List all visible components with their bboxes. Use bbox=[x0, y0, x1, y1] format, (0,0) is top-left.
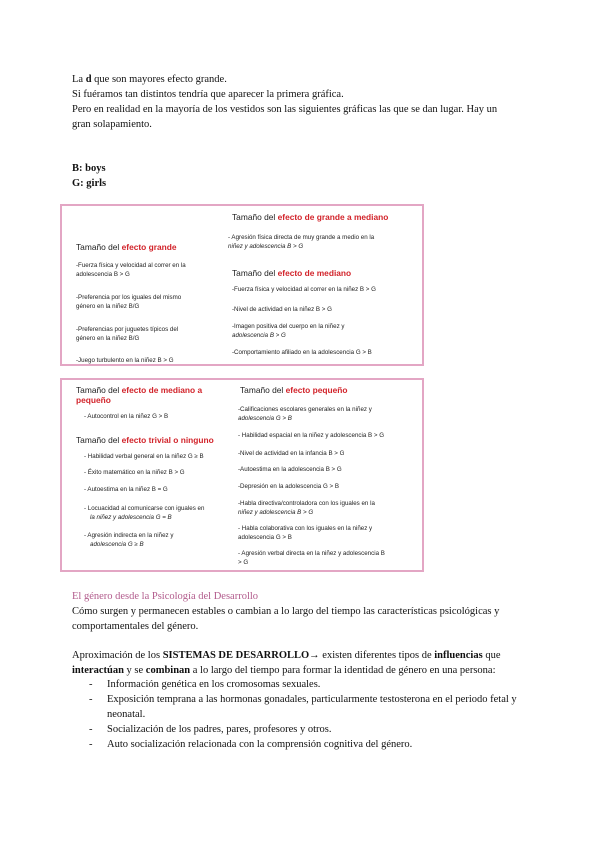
top-left-item-4: -Juego turbulento en la niñez B > G bbox=[76, 357, 174, 364]
section-p2-line2: interactúan y se combinan a lo largo del tiempo para formar la identidad de género en una persona: bbox=[72, 665, 496, 676]
section-p1-line2: comportamentales del género. bbox=[72, 621, 199, 632]
bottom-left-item-5: - Locuacidad al comunicarse con iguales en la niñez y adolescencia G = B bbox=[84, 505, 205, 521]
bottom-left-item-1: - Autocontrol en la niñez G > B bbox=[84, 413, 169, 420]
bottom-right-item-2: - Habilidad espacial en la niñez y adolescencia B > G bbox=[238, 432, 385, 439]
bottom-right-item-4: -Autoestima en la adolescencia B > G bbox=[238, 466, 342, 473]
list-item: - Auto socialización relacionada con la comprensión cognitiva del género. bbox=[89, 739, 413, 750]
intro-line-4: gran solapamiento. bbox=[72, 119, 152, 130]
section-heading: El género desde la Psicología del Desarrollo bbox=[72, 591, 259, 602]
bottom-right-item-7: - Habla colaborativa con los iguales en la niñez y adolescencia G > B bbox=[238, 525, 373, 541]
list-dash: - bbox=[89, 694, 93, 705]
bottom-left-item-4: - Autoestima en la niñez B = G bbox=[84, 486, 168, 493]
top-left-item-3: -Preferencias por juguetes típicos del género en la niñez B/G bbox=[76, 326, 179, 342]
influences-list bbox=[72, 677, 532, 752]
top-left-item-1: -Fuerza física y velocidad al correr en la adolescencia B > G bbox=[76, 262, 186, 278]
effect-size-table-bottom bbox=[60, 378, 424, 572]
bottom-left-item-6: - Agresión indirecta en la niñez y adolescencia G ≥ B bbox=[84, 532, 174, 548]
list-dash: - bbox=[89, 724, 93, 735]
section-p2-line1: Aproximación de los SISTEMAS DE DESARROLLO→ existen diferentes tipos de influencias que bbox=[72, 650, 501, 661]
top-right-item-5: -Comportamiento afiliado en la adolescencia G > B bbox=[232, 349, 372, 356]
bottom-right-item-5: -Depresión en la adolescencia G > B bbox=[238, 483, 339, 490]
list-item: - Información genética en los cromosomas sexuales. bbox=[89, 679, 321, 690]
top-right-title-2: Tamaño del efecto de mediano bbox=[232, 268, 352, 278]
bottom-left-title-1: Tamaño del efecto de mediano a pequeño bbox=[76, 385, 203, 405]
bottom-right-item-6: -Habla directiva/controladora con los iguales en la niñez y adolescencia B > G bbox=[238, 500, 375, 516]
bottom-left-item-3: - Éxito matemático en la niñez B > G bbox=[84, 469, 185, 476]
top-right-item-1: - Agresión física directa de muy grande a medio en la niñez y adolescencia B > G bbox=[228, 234, 375, 250]
top-right-item-3: -Nivel de actividad en la niñez B > G bbox=[232, 306, 332, 313]
legend-girls: G: girls bbox=[72, 178, 107, 189]
bottom-right-item-3: -Nivel de actividad en la infancia B > G bbox=[238, 450, 345, 457]
list-item: - Exposición temprana a las hormonas gonadales, particularmente testosterona en el periodo fetal y neonatal. bbox=[89, 694, 517, 720]
intro-line-2: Si fuéramos tan distintos tendría que aparecer la primera gráfica. bbox=[72, 89, 344, 100]
top-left-item-2: -Preferencia por los iguales del mismo género en la niñez B/G bbox=[76, 294, 182, 310]
list-item: - Socialización de los padres, pares, profesores y otros. bbox=[89, 724, 332, 735]
top-right-item-2: -Fuerza física y velocidad al correr en la niñez B > G bbox=[232, 286, 376, 293]
top-right-item-4: -Imagen positiva del cuerpo en la niñez y adolescencia B > G bbox=[232, 323, 345, 339]
list-dash: - bbox=[89, 679, 93, 690]
intro-line-3: Pero en realidad en la mayoría de los vestidos son las siguientes gráficas las que se dan lugar. Hay un bbox=[72, 104, 498, 115]
legend-boys: B: boys bbox=[72, 163, 106, 174]
section-p1-line1: Cómo surgen y permanecen estables o cambian a lo largo del tiempo las características psicológicas y bbox=[72, 606, 500, 617]
bottom-left-item-2: - Habilidad verbal general en la niñez G ≥ B bbox=[84, 453, 204, 460]
bottom-right-title: Tamaño del efecto pequeño bbox=[240, 385, 348, 395]
list-dash: - bbox=[89, 739, 93, 750]
top-right-title-1: Tamaño del efecto de grande a mediano bbox=[232, 212, 389, 222]
bottom-left-title-2: Tamaño del efecto trivial o ninguno bbox=[76, 435, 214, 445]
bottom-right-item-8: - Agresión verbal directa en la niñez y adolescencia B > G bbox=[238, 550, 385, 566]
intro-line-1: La d que son mayores efecto grande. bbox=[72, 74, 227, 85]
bottom-right-item-1: -Calificaciones escolares generales en la niñez y adolescencia G > B bbox=[238, 406, 372, 422]
effect-size-table-top bbox=[60, 204, 424, 366]
top-left-title: Tamaño del efecto grande bbox=[76, 242, 177, 252]
